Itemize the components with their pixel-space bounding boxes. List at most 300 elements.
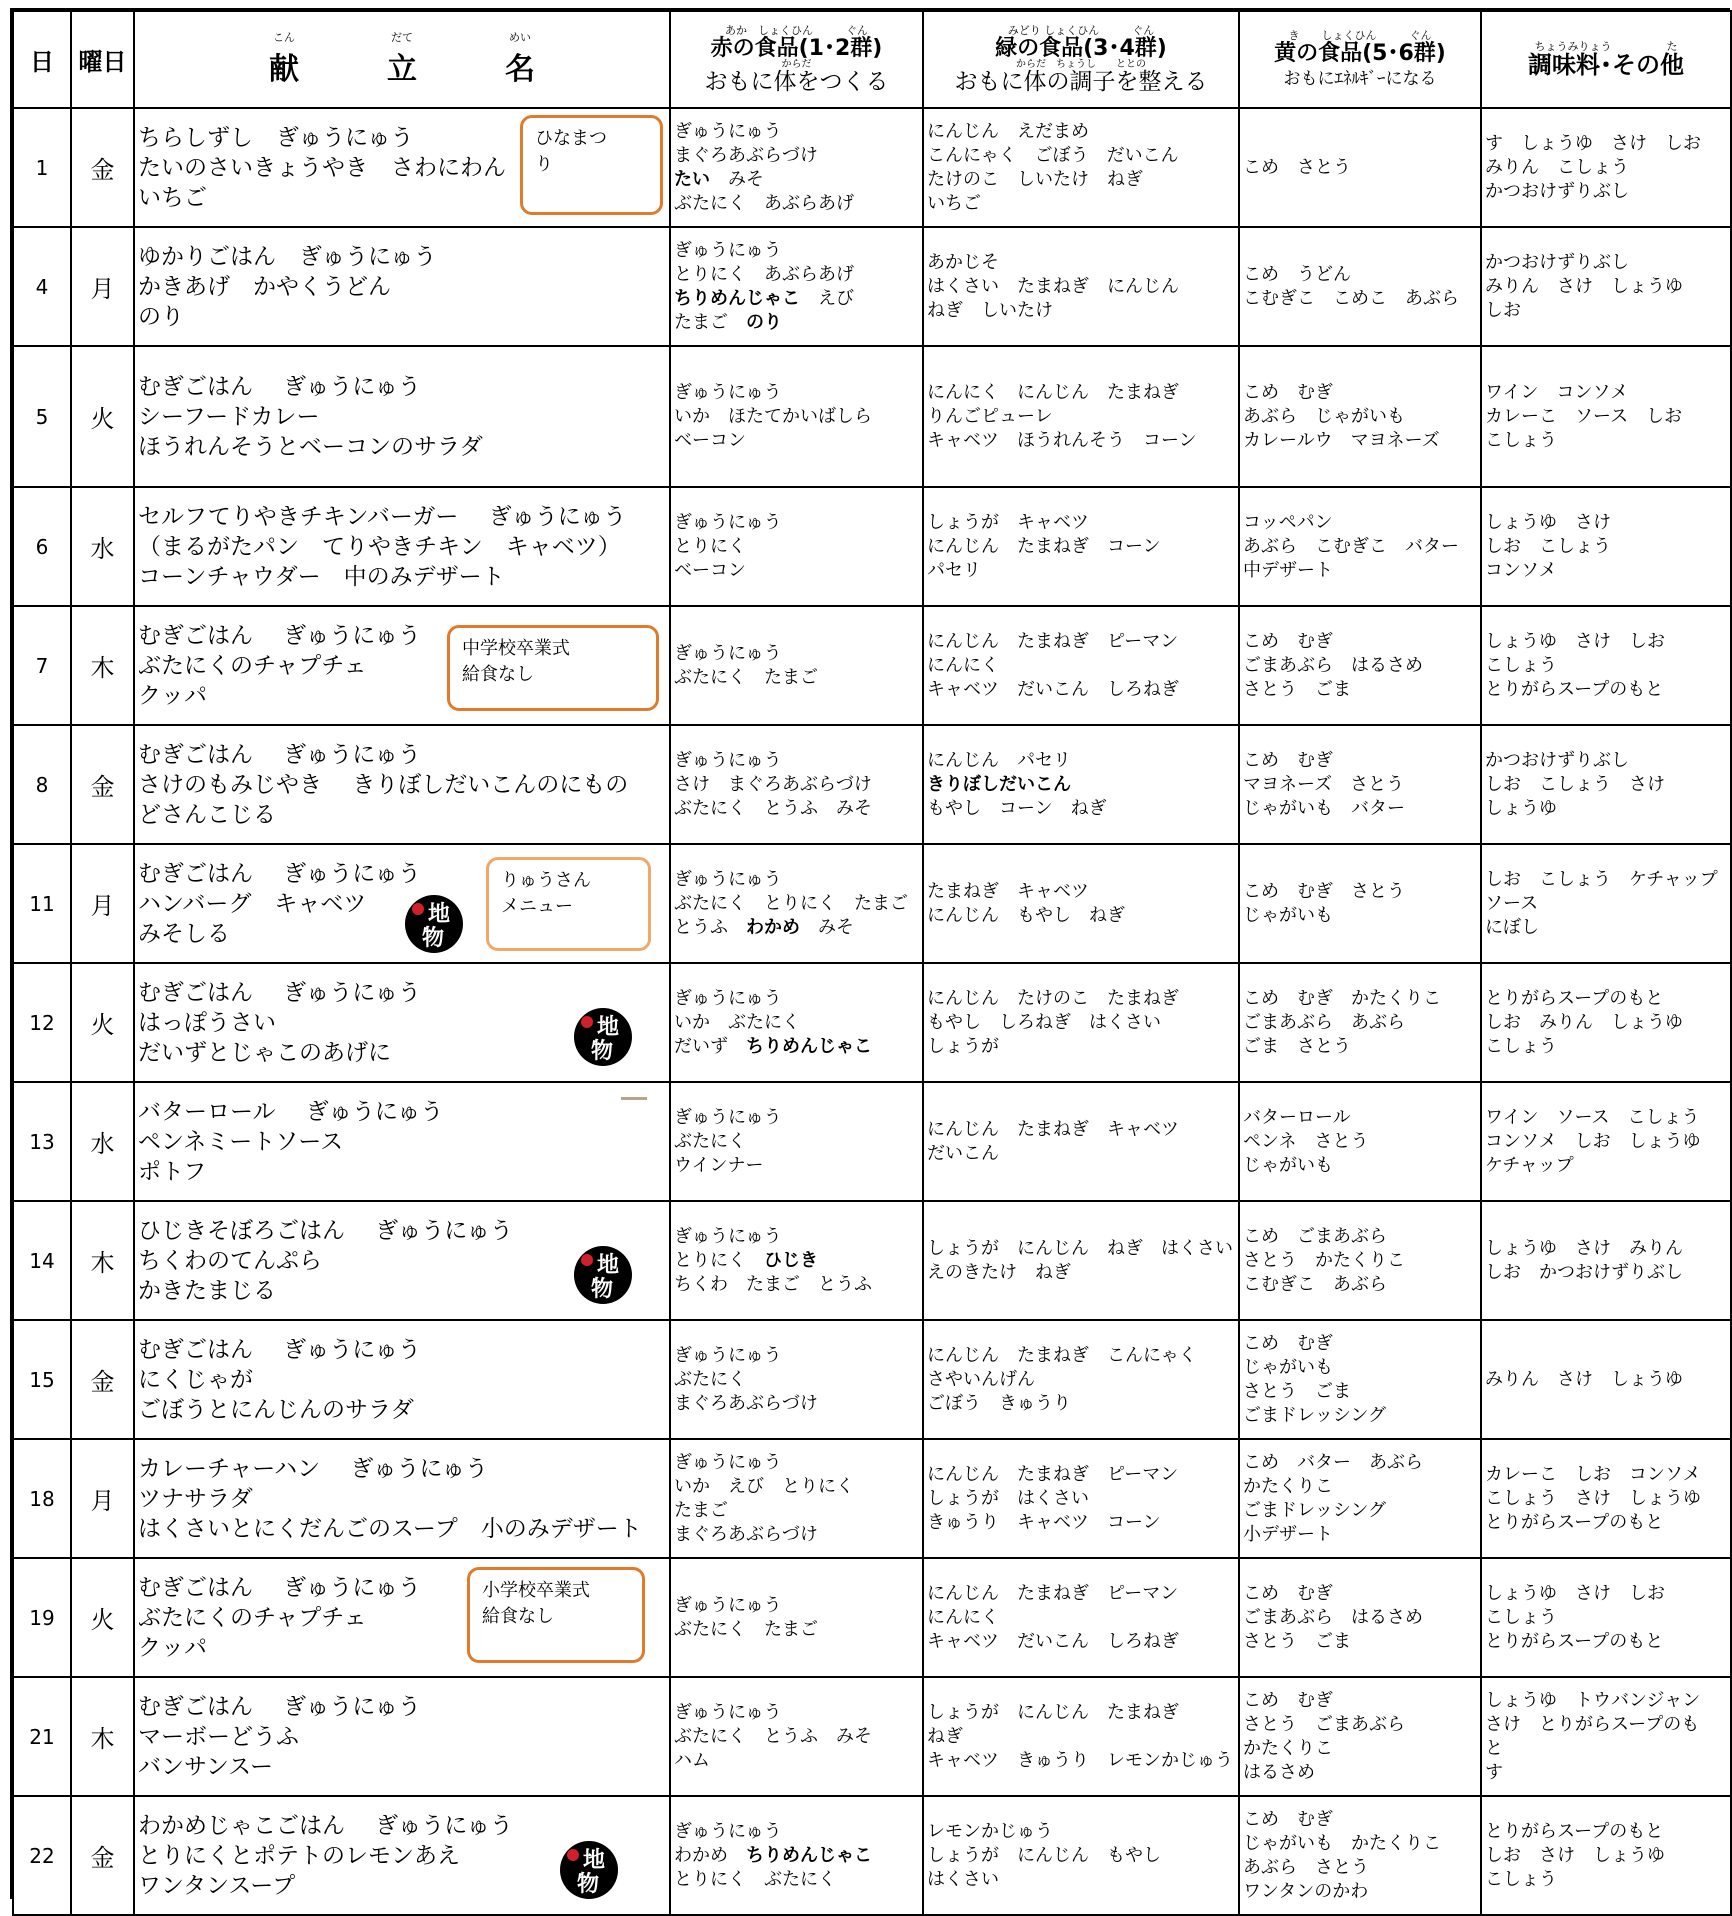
green-food-line: あかじそ [927, 251, 999, 273]
table-row [13, 1439, 1731, 1558]
red-food-line [674, 1701, 922, 1725]
green-food-line: にんにく [927, 654, 999, 676]
menu-item: はくさいとにくだんごのスープ 小のみデザート [138, 1515, 642, 1542]
green-food-line: にんじん たまねぎ ピーマン [927, 1582, 1179, 1604]
green-food-line: いちご [927, 192, 981, 214]
red-foods-cell [670, 487, 923, 606]
green-foods-cell [923, 108, 1239, 227]
red-food-item: ぎゅうにゅう [674, 868, 782, 890]
red-food-line [674, 1273, 922, 1297]
green-food-line: さやいんげん [927, 1368, 1035, 1390]
red-food-line [674, 1344, 922, 1368]
red-food-item: たまご [674, 311, 746, 333]
red-food-item: ウインナー [674, 1154, 764, 1176]
header-menu-name [134, 11, 670, 108]
seasoning-line: しょうゆ さけ みりん [1485, 1237, 1683, 1259]
menu-item: ハンバーグ キャベツ [138, 890, 367, 917]
yellow-food-line: こめ むぎ [1243, 1582, 1333, 1604]
seasoning-line: しょうゆ トウバンジャン [1485, 1689, 1701, 1711]
green-food-line: にんじん パセリ [927, 749, 1071, 771]
red-food-item: とりにく [674, 1249, 764, 1271]
svg-text:物: 物 [576, 1872, 600, 1897]
red-food-line [674, 1249, 922, 1273]
menu-item: バンサンスー [138, 1753, 274, 1780]
local-produce-stamp-icon [572, 1006, 634, 1068]
menu-item: かきあげ かやくうどん [138, 273, 391, 300]
day-cell: 19 [13, 1558, 71, 1677]
red-food-line [674, 1844, 922, 1868]
table-row [13, 1796, 1731, 1915]
green-food-line: にんじん たまねぎ ピーマン [927, 1463, 1179, 1485]
seasoning-line: こしょう [1485, 429, 1557, 451]
seasonings-cell [1481, 108, 1731, 227]
menu-item: むぎごはん ぎゅうにゅう [138, 1336, 421, 1363]
red-food-item: たい [674, 168, 710, 190]
menu-name-char: こん 献 [269, 30, 299, 87]
red-food-line [674, 1451, 922, 1475]
menu-cell [134, 346, 670, 487]
red-food-line [674, 559, 922, 583]
menu-item: ほうれんそうとベーコンのサラダ [138, 433, 483, 460]
red-food-line [674, 511, 922, 535]
red-food-line [674, 1392, 922, 1416]
seasonings-cell [1481, 1677, 1731, 1796]
yellow-food-line: さとう ごま [1243, 1630, 1351, 1652]
yellow-food-line: 小デザート [1243, 1523, 1333, 1545]
green-food-line: にんじん たまねぎ キャベツ [927, 1118, 1179, 1140]
menu-item: シーフードカレー [138, 403, 320, 430]
seasoning-line: ソース [1485, 892, 1539, 914]
menu-table [12, 10, 1732, 1916]
green-food-line: にんじん たけのこ たまねぎ [927, 987, 1179, 1009]
svg-text:地: 地 [582, 1848, 606, 1873]
day-cell: 21 [13, 1677, 71, 1796]
red-food-item: いか ほたてかいばしら [674, 405, 872, 427]
seasoning-line: しお こしょう さけ [1485, 773, 1665, 795]
seasoning-line: とりがらスープのもと [1485, 678, 1664, 700]
menu-item: だいずとじゃこのあげに [138, 1039, 391, 1066]
seasoning-line: コンソメ しお しょうゆ [1485, 1130, 1701, 1152]
weekday-cell: 金 [71, 1796, 134, 1915]
red-food-line [674, 1868, 922, 1892]
seasonings-cell [1481, 1082, 1731, 1201]
svg-text:物: 物 [421, 926, 445, 951]
yellow-food-line: カレールウ マヨネーズ [1243, 429, 1440, 451]
seasoning-line: こしょう [1485, 654, 1557, 676]
local-produce-stamp-icon [572, 1244, 634, 1306]
red-foods-cell [670, 963, 923, 1082]
seasoning-line: しょうゆ さけ [1485, 511, 1611, 533]
day-cell: 22 [13, 1796, 71, 1915]
yellow-food-line: あぶら さとう [1243, 1856, 1369, 1878]
menu-item: ちらしずし ぎゅうにゅう [138, 124, 414, 151]
red-foods-cell [670, 1439, 923, 1558]
red-food-line [674, 642, 922, 666]
table-row [13, 346, 1731, 487]
menu-item: のり [138, 303, 184, 330]
event-note [520, 115, 663, 215]
menu-item: コーンチャウダー 中のみデザート [138, 563, 505, 590]
yellow-food-line: はるさめ [1243, 1761, 1315, 1783]
yellow-foods-cell [1239, 346, 1481, 487]
day-cell: 15 [13, 1320, 71, 1439]
red-food-item: とりにく ぶたにく [674, 1868, 836, 1890]
seasonings-cell [1481, 346, 1731, 487]
seasonings-cell [1481, 844, 1731, 963]
yellow-food-line: ごまあぶら あぶら [1243, 1011, 1405, 1033]
seasoning-line: みりん さけ しょうゆ [1485, 275, 1683, 297]
green-food-line: もやし しろねぎ はくさい [927, 1011, 1161, 1033]
green-foods-cell [923, 606, 1239, 725]
red-food-item: さけ まぐろあぶらづけ [674, 773, 872, 795]
seasoning-line: みりん こしょう [1485, 156, 1629, 178]
green-food-line: にんじん たまねぎ コーン [927, 535, 1161, 557]
yellow-food-line: かたくりこ [1243, 1737, 1333, 1759]
menu-cell [134, 487, 670, 606]
green-food-line: はくさい [927, 1868, 999, 1890]
seasoning-line: しお こしょう ケチャップ [1485, 868, 1718, 890]
menu-cell [134, 844, 670, 963]
red-food-line [674, 1011, 922, 1035]
event-note [467, 1567, 645, 1663]
yellow-food-line: ごまあぶら はるさめ [1243, 1606, 1423, 1628]
red-food-item: みそ [710, 168, 764, 190]
red-food-item: とりにく あぶらあげ [674, 263, 854, 285]
yellow-food-line: バターロール [1243, 1106, 1351, 1128]
menu-cell [134, 1796, 670, 1915]
day-cell: 13 [13, 1082, 71, 1201]
green-food-line: ねぎ しいたけ [927, 299, 1053, 321]
yellow-foods-cell [1239, 1320, 1481, 1439]
seasoning-line: かつおけずりぶし [1485, 749, 1629, 771]
yellow-food-line: こめ バター あぶら [1243, 1451, 1423, 1473]
yellow-foods-cell [1239, 227, 1481, 346]
local-produce-stamp-icon [558, 1839, 620, 1901]
seasonings-cell [1481, 1320, 1731, 1439]
seasoning-line: コンソメ [1485, 559, 1557, 581]
green-food-line: レモンかじゅう [927, 1820, 1053, 1842]
red-food-item: いか ぶたにく [674, 1011, 800, 1033]
red-food-line [674, 892, 922, 916]
yellow-foods-cell [1239, 1677, 1481, 1796]
yellow-food-line: じゃがいも [1243, 904, 1333, 926]
red-food-item: ぎゅうにゅう [674, 1451, 782, 1473]
red-foods-cell [670, 1558, 923, 1677]
green-food-line: にんじん たまねぎ こんにゃく [927, 1344, 1197, 1366]
seasoning-line: とりがらスープのもと [1485, 1630, 1664, 1652]
menu-cell [134, 1320, 670, 1439]
menu-item: ちくわのてんぷら [138, 1247, 322, 1274]
seasoning-line: こしょう [1485, 1606, 1557, 1628]
green-foods-cell [923, 963, 1239, 1082]
header-row [13, 11, 1731, 108]
red-food-item: ぎゅうにゅう [674, 239, 782, 261]
green-food-line: ごぼう きゅうり [927, 1392, 1071, 1414]
menu-cell [134, 1082, 670, 1201]
weekday-cell: 金 [71, 108, 134, 227]
yellow-foods-cell [1239, 1082, 1481, 1201]
red-foods-cell [670, 1677, 923, 1796]
red-food-line [674, 381, 922, 405]
seasoning-line: しょうゆ さけ しお [1485, 630, 1665, 652]
red-foods-cell [670, 1796, 923, 1915]
red-food-item: まぐろあぶらづけ [674, 144, 818, 166]
seasoning-line: こしょう [1485, 1868, 1557, 1890]
red-food-item: ぎゅうにゅう [674, 1701, 782, 1723]
table-row [13, 487, 1731, 606]
day-cell: 12 [13, 963, 71, 1082]
table-row [13, 1677, 1731, 1796]
red-foods-cell [670, 1082, 923, 1201]
red-food-item: ぶたにく たまご [674, 666, 818, 688]
event-note-line: りゅうさん [501, 870, 591, 891]
yellow-food-line: こめ むぎ [1243, 1808, 1333, 1830]
seasoning-line: かつおけずりぶし [1485, 251, 1629, 273]
menu-cell [134, 606, 670, 725]
menu-cell [134, 1439, 670, 1558]
yellow-food-line: じゃがいも かたくりこ [1243, 1832, 1441, 1854]
green-food-line: キャベツ ほうれんそう コーン [927, 429, 1197, 451]
red-food-line [674, 1475, 922, 1499]
seasoning-line: こしょう [1485, 1035, 1557, 1057]
table-row [13, 1320, 1731, 1439]
seasoning-line: とりがらスープのもと [1485, 1820, 1664, 1842]
green-foods-cell [923, 227, 1239, 346]
red-food-line [674, 987, 922, 1011]
red-food-line [674, 1523, 922, 1547]
menu-item: ぶたにくのチャプチェ [138, 1604, 367, 1631]
menu-item: さけのもみじやき きりぼしだいこんのにもの [138, 771, 629, 798]
green-food-line: こんにゃく ごぼう だいこん [927, 144, 1179, 166]
seasonings-cell [1481, 487, 1731, 606]
green-food-line: もやし コーン ねぎ [927, 797, 1107, 819]
seasoning-line: しお こしょう [1485, 535, 1611, 557]
yellow-food-line: ごま さとう [1243, 1035, 1351, 1057]
red-food-line [674, 1499, 922, 1523]
menu-item: はっぽうさい [138, 1009, 276, 1036]
menu-item: むぎごはん ぎゅうにゅう [138, 741, 421, 768]
green-food-line: しょうが にんじん たまねぎ [927, 1701, 1179, 1723]
menu-sheet [10, 8, 1730, 1902]
green-foods-cell [923, 1796, 1239, 1915]
green-food-line: キャベツ だいこん しろねぎ [927, 678, 1179, 700]
yellow-food-line: こめ むぎ かたくりこ [1243, 987, 1441, 1009]
seasonings-cell [1481, 1558, 1731, 1677]
day-cell: 8 [13, 725, 71, 844]
red-food-line [674, 868, 922, 892]
day-cell: 6 [13, 487, 71, 606]
menu-item: とりにくとポテトのレモンあえ [138, 1842, 460, 1869]
yellow-food-line: ごまドレッシング [1243, 1404, 1387, 1426]
red-food-item: ぶたにく とうふ みそ [674, 1725, 872, 1747]
yellow-foods-cell [1239, 606, 1481, 725]
yellow-food-line: こめ さとう [1243, 156, 1351, 178]
green-food-line: きゅうり キャベツ コーン [927, 1511, 1161, 1533]
menu-item: むぎごはん ぎゅうにゅう [138, 1574, 421, 1601]
day-cell: 7 [13, 606, 71, 725]
green-food-line: はくさい たまねぎ にんじん [927, 275, 1179, 297]
red-food-line [674, 120, 922, 144]
red-food-line [674, 1725, 922, 1749]
yellow-food-line: こめ むぎ [1243, 630, 1333, 652]
red-food-line [674, 239, 922, 263]
seasoning-line: しお [1485, 299, 1521, 321]
green-food-line: たまねぎ キャベツ [927, 880, 1089, 902]
header-yellow-foods: き しょくひん ぐん 黄の食品(5･6群) おもにｴﾈﾙｷﾞｰになる [1239, 11, 1481, 108]
yellow-foods-cell [1239, 108, 1481, 227]
seasonings-cell [1481, 1201, 1731, 1320]
yellow-food-line: こむぎこ あぶら [1243, 1273, 1387, 1295]
red-food-item: いか えび とりにく [674, 1475, 854, 1497]
red-food-item: ひじき [764, 1249, 818, 1271]
yellow-food-line: こめ うどん [1243, 263, 1351, 285]
yellow-food-line: こめ むぎ [1243, 749, 1333, 771]
red-foods-cell [670, 346, 923, 487]
red-food-line [674, 1749, 922, 1773]
yellow-food-line: あぶら じゃがいも [1243, 405, 1405, 427]
red-food-item: ぶたにく たまご [674, 1618, 818, 1640]
event-note-line: 給食なし [482, 1606, 554, 1627]
yellow-foods-cell [1239, 1558, 1481, 1677]
seasoning-line: ワイン ソース こしょう [1485, 1106, 1700, 1128]
red-food-item: ぎゅうにゅう [674, 511, 782, 533]
seasoning-line: とりがらスープのもと [1485, 987, 1664, 1009]
seasoning-line: しょうゆ さけ しお [1485, 1582, 1665, 1604]
day-cell: 14 [13, 1201, 71, 1320]
red-foods-cell [670, 844, 923, 963]
yellow-food-line: こめ ごまあぶら [1243, 1225, 1387, 1247]
weekday-cell: 金 [71, 1320, 134, 1439]
svg-text:地: 地 [596, 1253, 620, 1278]
menu-name-char: めい 名 [505, 30, 535, 87]
red-food-item: ぎゅうにゅう [674, 1344, 782, 1366]
event-note-line: メニュー [501, 896, 573, 917]
seasonings-cell [1481, 725, 1731, 844]
menu-item: むぎごはん ぎゅうにゅう [138, 979, 421, 1006]
menu-cell [134, 1201, 670, 1320]
yellow-food-line: さとう ごま [1243, 678, 1351, 700]
menu-cell [134, 227, 670, 346]
yellow-food-line: かたくりこ [1243, 1475, 1333, 1497]
local-produce-stamp-icon [403, 893, 465, 955]
svg-text:地: 地 [427, 902, 451, 927]
yellow-food-line: こめ むぎ さとう [1243, 880, 1405, 902]
seasoning-line: こしょう さけ しょうゆ [1485, 1487, 1701, 1509]
green-foods-cell [923, 1082, 1239, 1201]
weekday-cell: 水 [71, 487, 134, 606]
green-food-line: りんごピューレ [927, 405, 1053, 427]
red-foods-cell [670, 1320, 923, 1439]
menu-item: カレーチャーハン ぎゅうにゅう [138, 1455, 489, 1482]
menu-item: ペンネミートソース [138, 1128, 344, 1155]
red-food-item: まぐろあぶらづけ [674, 1392, 818, 1414]
green-food-line: にんじん もやし ねぎ [927, 904, 1125, 926]
red-food-line [674, 1035, 922, 1059]
menu-cell [134, 1677, 670, 1796]
menu-item: ゆかりごはん ぎゅうにゅう [138, 243, 437, 270]
day-cell: 5 [13, 346, 71, 487]
yellow-foods-cell [1239, 963, 1481, 1082]
red-foods-cell [670, 227, 923, 346]
red-food-line [674, 1225, 922, 1249]
red-food-line [674, 666, 922, 690]
menu-item: ツナサラダ [138, 1485, 253, 1512]
red-food-item: ぶたにく とうふ みそ [674, 797, 872, 819]
seasoning-line: さけ とりがらスープのも [1485, 1713, 1700, 1735]
green-food-line: しょうが にんじん ねぎ はくさい [927, 1237, 1233, 1259]
red-food-item: わかめ [674, 1844, 746, 1866]
green-food-line: にんにく にんじん たまねぎ [927, 381, 1179, 403]
weekday-cell: 水 [71, 1082, 134, 1201]
red-food-item: ぶたにく とりにく たまご [674, 892, 908, 914]
event-note-line: り [535, 154, 553, 175]
table-row [13, 963, 1731, 1082]
weekday-cell: 火 [71, 963, 134, 1082]
seasoning-line: しお かつおけずりぶし [1485, 1261, 1683, 1283]
red-food-line [674, 1130, 922, 1154]
yellow-food-line: こめ むぎ [1243, 1689, 1333, 1711]
menu-item: むぎごはん ぎゅうにゅう [138, 1693, 421, 1720]
yellow-food-line: コッペパン [1243, 511, 1333, 533]
red-food-line [674, 1368, 922, 1392]
menu-rows [13, 108, 1731, 1915]
red-food-item: まぐろあぶらづけ [674, 1523, 818, 1545]
svg-text:地: 地 [596, 1015, 620, 1040]
red-food-item: とうふ [674, 916, 746, 938]
yellow-food-line: ごまあぶら はるさめ [1243, 654, 1423, 676]
red-food-line [674, 1594, 922, 1618]
green-foods-cell [923, 1558, 1239, 1677]
red-food-line [674, 916, 922, 940]
red-food-line [674, 1106, 922, 1130]
red-food-item: ベーコン [674, 429, 746, 451]
weekday-cell: 月 [71, 844, 134, 963]
green-food-line: にんじん たまねぎ ピーマン [927, 630, 1179, 652]
yellow-food-line: じゃがいも [1243, 1154, 1333, 1176]
menu-item: わかめじゃこごはん ぎゅうにゅう [138, 1812, 513, 1839]
table-row [13, 844, 1731, 963]
red-food-item: みそ [800, 916, 854, 938]
green-food-line: しょうが キャベツ [927, 511, 1089, 533]
red-food-item: ぶたにく [674, 1130, 746, 1152]
stray-mark [621, 1097, 647, 1100]
red-food-item: ぎゅうにゅう [674, 987, 782, 1009]
yellow-food-line: さとう ごま [1243, 1380, 1351, 1402]
green-food-line: えのきたけ ねぎ [927, 1261, 1071, 1283]
day-cell: 18 [13, 1439, 71, 1558]
seasoning-line: カレーこ しお コンソメ [1485, 1463, 1701, 1485]
table-row [13, 227, 1731, 346]
weekday-cell: 火 [71, 1558, 134, 1677]
seasoning-line: と [1485, 1737, 1503, 1759]
red-food-line [674, 192, 922, 216]
menu-item: ごぼうとにんじんのサラダ [138, 1396, 414, 1423]
red-food-item: ぎゅうにゅう [674, 1225, 782, 1247]
yellow-food-line: さとう ごまあぶら [1243, 1713, 1405, 1735]
red-food-item: ちりめんじゃこ [674, 287, 800, 309]
weekday-cell: 木 [71, 606, 134, 725]
green-foods-cell [923, 1439, 1239, 1558]
red-food-item: ちりめんじゃこ [746, 1035, 872, 1057]
menu-item: たいのさいきょうやき さわにわん [138, 154, 506, 181]
menu-cell [134, 725, 670, 844]
event-note-line: 中学校卒業式 [462, 638, 570, 659]
seasonings-cell [1481, 227, 1731, 346]
red-food-line [674, 535, 922, 559]
svg-text:物: 物 [590, 1277, 614, 1302]
green-food-line: だいこん [927, 1142, 999, 1164]
menu-cell [134, 963, 670, 1082]
